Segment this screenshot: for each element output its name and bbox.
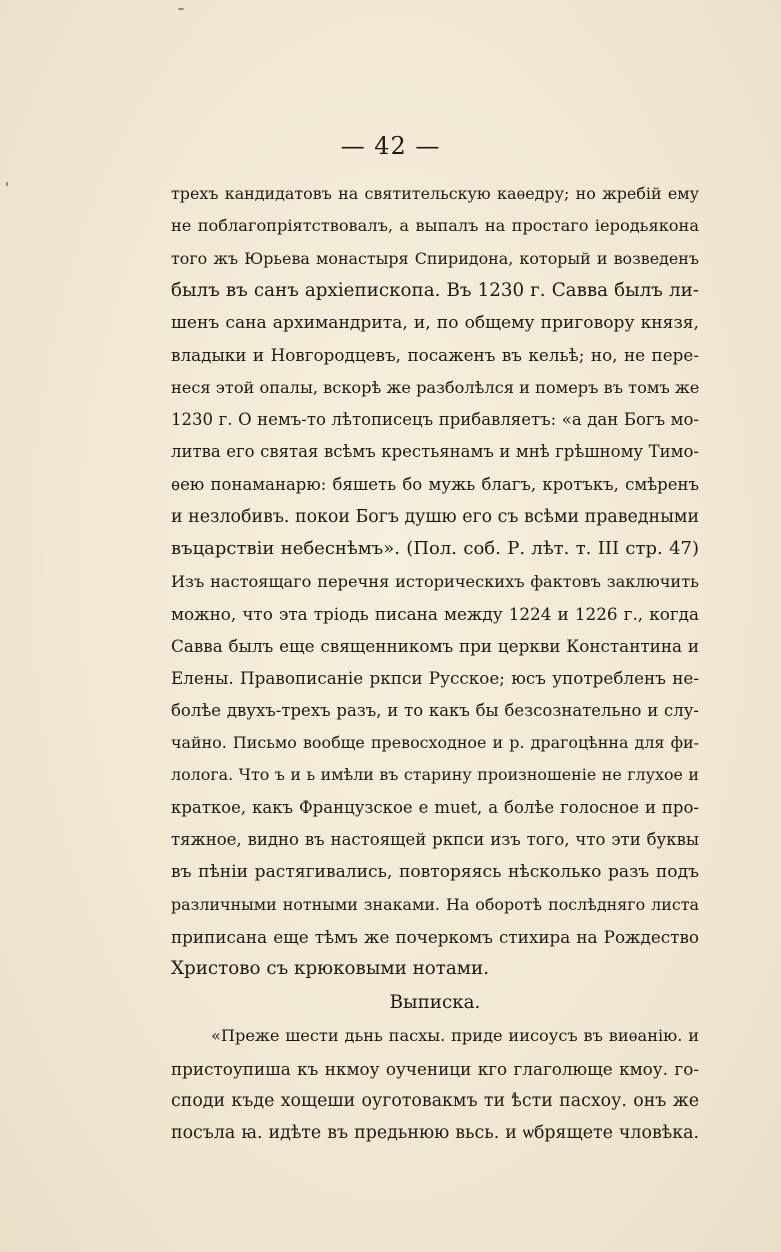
text-line: лолога. Что ъ и ь имѣли въ старину произношеніе не глухое и <box>171 765 699 785</box>
excerpt-line: споди къде хощеши оуготовакмъ ти ѣсти пасхоу. онъ же <box>171 1091 699 1112</box>
text-line: владыки и Новгородцевъ, посаженъ въ кельѣ; но, не пере- <box>171 345 699 366</box>
text-line: различными нотными знаками. На оборотѣ послѣдняго листа <box>171 894 699 914</box>
text-line: неся этой опалы, вскорѣ же разболѣлся и померъ въ томъ же <box>171 377 699 397</box>
text-line: 1230 г. О немъ-то лѣтописецъ прибавляетъ: «а дан Богъ мо- <box>171 410 699 430</box>
text-line: литва его святая всѣмъ крестьянамъ и мнѣ грѣшному Тимо- <box>171 442 699 462</box>
text-line: въ пѣніи растягивались, повторяясь нѣсколько разъ подъ <box>171 862 699 883</box>
ink-speck <box>178 8 184 10</box>
text-line: приписана еще тѣмъ же почеркомъ стихира на Рождество <box>171 926 699 947</box>
text-line: Христово съ крюковыми нотами. <box>171 958 490 980</box>
body-text <box>171 178 699 1150</box>
text-line: Елены. Правописаніе ркпси Русское; юсъ употребленъ не- <box>171 668 699 689</box>
page-number: — 42 — <box>340 132 441 160</box>
text-line: того жъ Юрьева монастыря Спиридона, который и возведенъ <box>171 248 699 268</box>
excerpt-line: пристоупиша къ нкмоу оученици кго глаголюще кмоу. го- <box>171 1058 699 1079</box>
text-line: Изъ настоящаго перечня историческихъ фактовъ заключить <box>171 571 699 591</box>
text-line: былъ въ санъ архіепископа. Въ 1230 г. Савва былъ ли- <box>171 279 699 301</box>
section-heading: Выписка. <box>389 992 481 1014</box>
text-line: болѣе двухъ-трехъ разъ, и то какъ бы безсознательно и слу- <box>171 700 699 720</box>
text-line: не поблагопріятствовалъ, а выпалъ на простаго іеродьякона <box>171 216 699 236</box>
text-line: тяжное, видно въ настоящей ркпси изъ того, что эти буквы <box>171 829 699 849</box>
text-line: шенъ сана архимандрита, и, по общему приговору князя, <box>171 313 699 334</box>
text-line: чайно. Письмо вообще превосходное и р. драгоцѣнна для фи- <box>171 733 699 753</box>
text-line: трехъ кандидатовъ на святительскую каѳедру; но жребій ему <box>171 184 699 203</box>
excerpt-line: посъла ꙗ. идѣте въ предьнюю вьсь. и ѡбрящете чловѣка. <box>171 1123 699 1144</box>
text-line: можно, что эта тріодь писана между 1224 и 1226 г., когда <box>171 603 699 624</box>
text-line: и незлобивъ. покои Богъ душю его съ всѣми праведными <box>171 506 699 527</box>
text-line: ѳею понаманарю: бяшеть бо мужь благъ, кротъкъ, смѣренъ <box>171 474 699 494</box>
ink-speck <box>6 182 8 186</box>
text-line: краткое, какъ Французское e muet, а болѣе голосное и про- <box>171 797 699 817</box>
text-line: въцарствіи небеснѣмъ». (Пол. соб. Р. лѣт. т. III стр. 47) <box>171 538 699 560</box>
excerpt-line: «Преже шести дьнь пасхы. приде иисоусъ въ виѳанію. и <box>211 1026 699 1046</box>
text-line: Савва былъ еще священникомъ при церкви Константина и <box>171 636 699 657</box>
